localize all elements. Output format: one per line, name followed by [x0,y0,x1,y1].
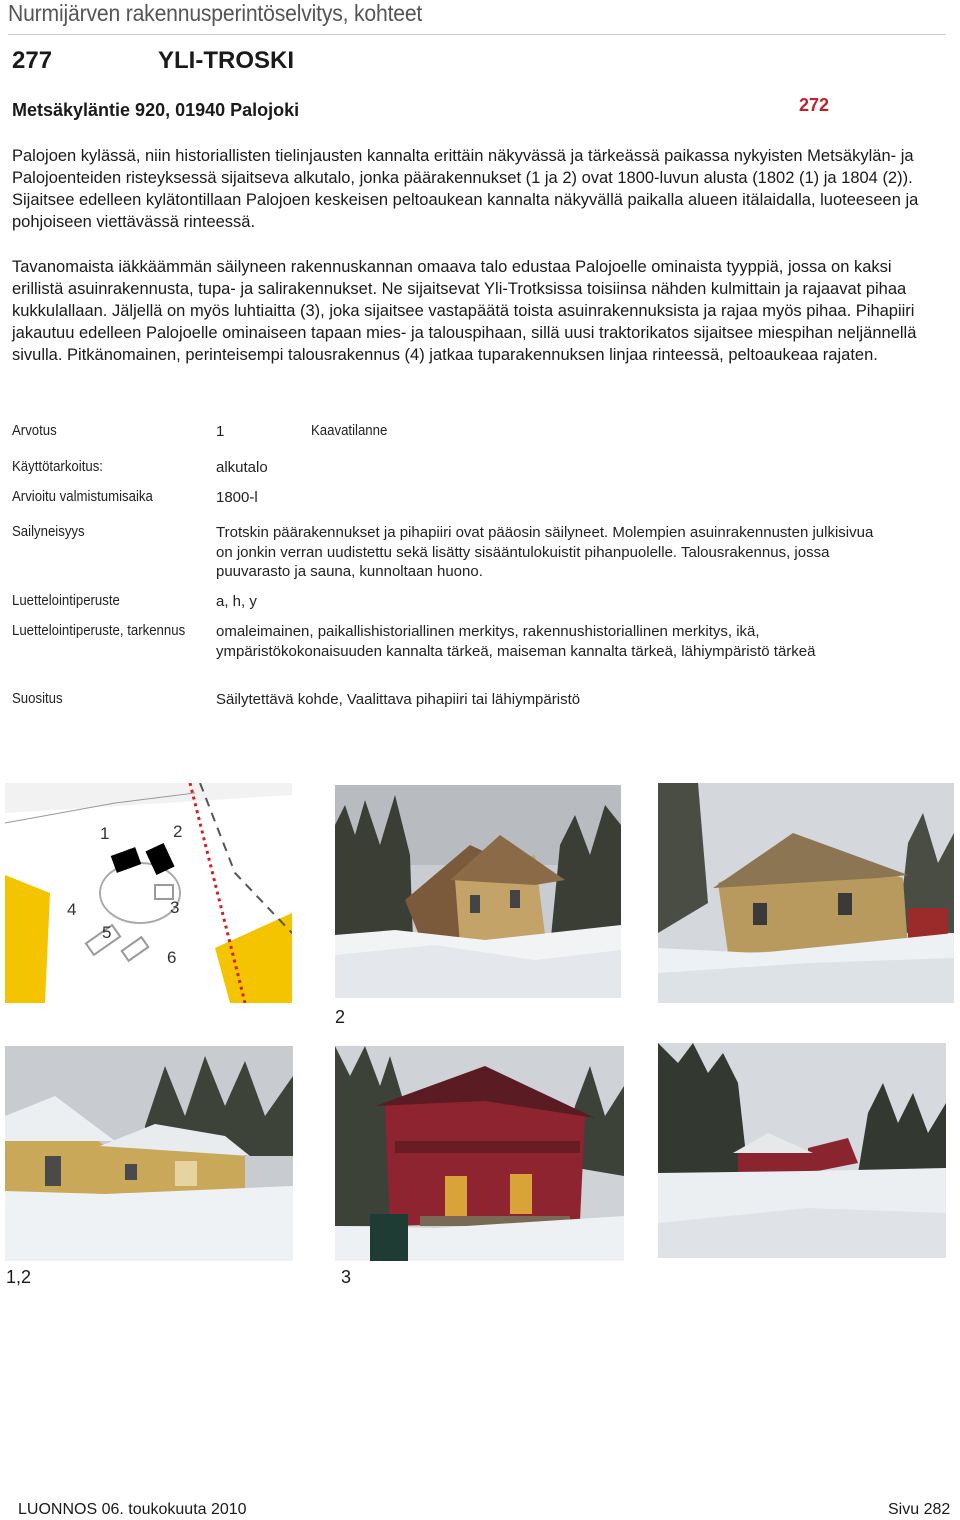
luettelointiperuste-label: Luettelointiperuste [12,592,120,609]
map-label-4: 4 [67,900,77,919]
arvotus-value: 1 [216,423,225,440]
valmistumisaika-label: Arvioitu valmistumisaika [12,488,153,505]
caption-photo-2: 2 [335,1007,346,1027]
footer-page-number: Sivu 282 [888,1501,951,1518]
item-name: YLI-TROSKI [158,47,294,74]
map-zone-west [5,875,50,1003]
photo-building-1 [658,783,954,1003]
address: Metsäkyläntie 920, 01940 Palojoki [12,100,300,120]
caption-photo-1-2: 1,2 [6,1267,32,1287]
map-label-2: 2 [173,822,183,841]
sailyneisyys-label: Sailyneisyys [12,523,85,540]
sailyneisyys-value: Trotskin päärakennukset ja pihapiiri ovat pääosin säilyneet. Molempien asuinrakennusten julkisivua on jonkin verran uudistettu sekä lisätty sisääntulokuistit pihanpuolelle. Talousrakennus, jossa puuvarasto ja sauna, kunnoltaan huono. [216,524,874,580]
item-number: 277 [12,47,53,74]
kaavatilanne-label: Kaavatilanne [311,422,388,439]
footer-draft-date: LUONNOS 06. toukokuuta 2010 [18,1501,247,1518]
kayttotarkoitus-label: Käyttötarkoitus: [12,458,103,475]
suositus-label: Suositus [12,690,63,707]
photo-buildings-1-2 [5,1046,293,1261]
photo-field-view [658,1043,946,1258]
map-label-5: 5 [102,923,112,942]
map-label-3: 3 [170,898,180,917]
page-code: 272 [799,95,830,115]
kayttotarkoitus-value: alkutalo [216,459,268,476]
valmistumisaika-value: 1800-l [216,489,258,506]
photo-building-2 [335,785,621,998]
description-paragraph-1: Palojoen kylässä, niin historiallisten tielinjausten kannalta erittäin näkyvässä ja tärkeässä paikassa nykyisten Metsäkylän- ja Palojoenteiden risteyksessä sijaitseva alkutalo, jonka päärakennukset (1 ja 2) ovat 1800-luvun alusta (1802 (1) ja 1804 (2)). Sijaitsee edelleen kylätontillaan Palojoen keskeisen peltoaukean kannalta näkyvällä paikalla alueen itälaidalla, luoteeseen ja pohjoiseen viettävässä rinteessä. [12,147,919,231]
description-paragraph-2: Tavanomaista iäkkäämmän säilyneen rakennuskannan omaava talo edustaa Palojoelle ominaista tyyppiä, jossa on kaksi erillistä asuinrakennusta, tupa- ja salirakennukset. Ne sijaitsevat Yli-Trotksissa toisiinsa nähden kulmittain ja rajaavat pihaa kukkulallaan. Jäljellä on myös luhtiaitta (3), joka sijaitsee vastapäätä toista asuinrakennuksista ja rajaa myös pihaa. Pihapiiri jakautuu edelleen Palojoelle ominaiseen tapaan mies- ja talouspihaan, sillä uusi traktorikatos sijaitsee miespihan neljännellä sivulla. Pitkänomainen, perinteisempi talousrakennus (4) jatkaa tuparakennuksen linjaa rinteessä, peltoaukeaa rajaten. [12,258,917,364]
tarkennus-value: omaleimainen, paikallishistoriallinen merkitys, rakennushistoriallinen merkitys, ikä, ympäristökokonaisuuden kannalta tärkeä, maiseman kannalta tärkeä, lähiympäristö tärkeä [216,623,816,660]
photo-granary-3 [335,1046,624,1261]
caption-photo-3: 3 [341,1267,352,1287]
luettelointiperuste-value: a, h, y [216,593,257,610]
map-label-6: 6 [167,948,177,967]
arvotus-label: Arvotus [12,422,57,439]
header-divider [8,34,946,35]
suositus-value: Säilytettävä kohde, Vaalittava pihapiiri tai lähiympäristö [216,691,581,708]
document-title: Nurmijärven rakennusperintöselvitys, kohteet [8,0,423,26]
tarkennus-label: Luettelointiperuste, tarkennus [12,622,186,639]
site-map [5,783,292,1003]
bin-shape [370,1214,408,1261]
map-label-1: 1 [100,824,110,843]
